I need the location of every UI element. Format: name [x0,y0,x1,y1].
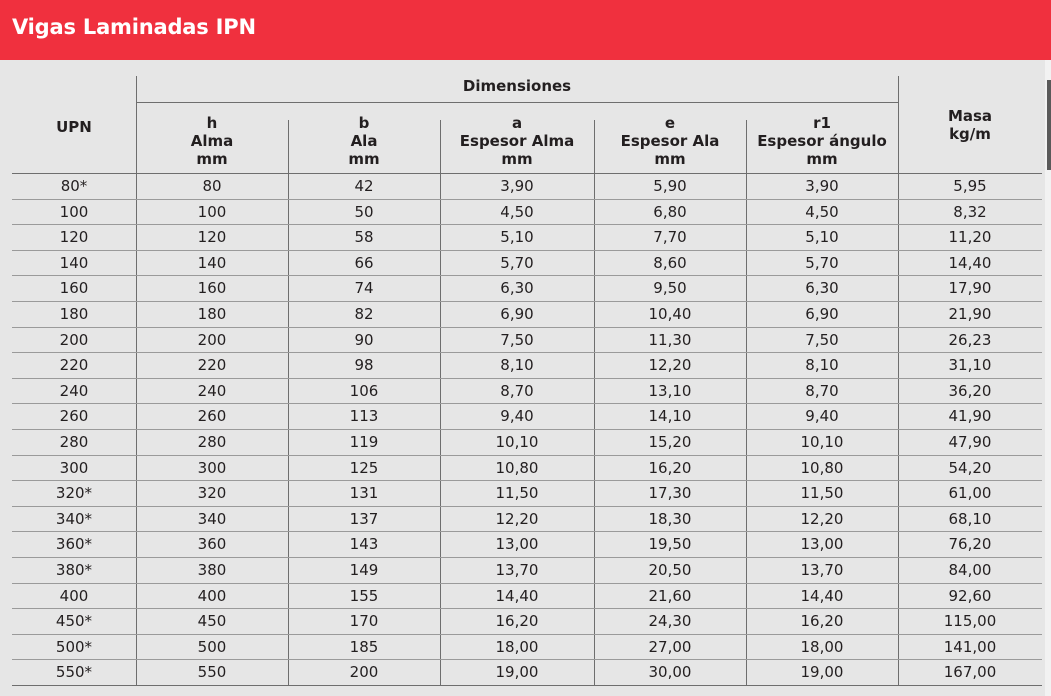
cell-a: 10,80 [495,458,539,477]
cell-a: 7,50 [500,330,534,349]
cell-a: 5,70 [500,253,534,272]
cell-e: 30,00 [648,663,692,682]
cell-masa: 36,20 [948,381,992,400]
cell-upn: 360* [55,535,93,554]
table-row [12,379,1042,405]
table-row [12,276,1042,302]
cell-e: 7,70 [653,228,687,247]
header-e-name: Espesor Ala [620,132,720,150]
cell-masa: 26,23 [948,330,992,349]
cell-r1: 7,50 [805,330,839,349]
cell-a: 8,10 [500,356,534,375]
header-dimensiones-label: Dimensiones [462,77,572,95]
table-row [12,200,1042,226]
cell-a: 16,20 [495,612,539,631]
cell-h: 180 [197,304,227,323]
cell-h: 450 [197,612,227,631]
cell-upn: 550* [55,663,93,682]
cell-h: 500 [197,637,227,656]
table-row [12,635,1042,661]
cell-upn: 220 [59,356,89,375]
cell-h: 100 [197,202,227,221]
cell-b: 82 [354,304,374,323]
cell-h: 260 [197,407,227,426]
header-b-name: Ala [350,132,378,150]
cell-a: 10,10 [495,432,539,451]
cell-h: 340 [197,509,227,528]
table-row [12,251,1042,277]
header-a-unit: mm [501,150,533,168]
cell-masa: 76,20 [948,535,992,554]
cell-h: 200 [197,330,227,349]
header-a [440,114,594,168]
table-row [12,481,1042,507]
cell-h: 80 [202,177,222,195]
dimensiones-underline [136,102,898,103]
cell-masa: 141,00 [943,637,997,656]
cell-a: 3,90 [500,177,534,195]
cell-b: 74 [354,279,374,298]
cell-b: 106 [349,381,379,400]
cell-b: 200 [349,663,379,682]
cell-upn: 120 [59,228,89,247]
cell-b: 143 [349,535,379,554]
cell-r1: 6,30 [805,279,839,298]
cell-upn: 180 [59,304,89,323]
cell-a: 9,40 [500,407,534,426]
cell-e: 19,50 [648,535,692,554]
cell-r1: 13,00 [800,535,844,554]
cell-a: 12,20 [495,509,539,528]
cell-e: 27,00 [648,637,692,656]
header-b-unit: mm [348,150,380,168]
header-r1-symbol: r1 [813,114,831,132]
cell-upn: 320* [55,484,93,503]
table-row [12,609,1042,635]
header-masa-unit: kg/m [949,125,991,143]
cell-r1: 11,50 [800,484,844,503]
page-title: Vigas Laminadas IPN [12,15,256,39]
cell-b: 185 [349,637,379,656]
cell-a: 6,90 [500,304,534,323]
header-r1 [746,114,898,168]
cell-r1: 19,00 [800,663,844,682]
table-row [12,430,1042,456]
cell-upn: 160 [59,279,89,298]
header-h-unit: mm [196,150,228,168]
cell-masa: 115,00 [943,612,997,631]
table-row [12,328,1042,354]
cell-h: 280 [197,432,227,451]
cell-e: 11,30 [648,330,692,349]
cell-h: 160 [197,279,227,298]
cell-masa: 5,95 [953,177,987,195]
header-masa-name: Masa [947,107,993,125]
cell-masa: 61,00 [948,484,992,503]
cell-upn: 400 [59,586,89,605]
table-row [12,456,1042,482]
cell-upn: 380* [55,560,93,579]
cell-masa: 14,40 [948,253,992,272]
cell-h: 300 [197,458,227,477]
cell-h: 320 [197,484,227,503]
table-row [12,532,1042,558]
cell-r1: 12,20 [800,509,844,528]
scrollbar[interactable] [1045,60,1051,696]
cell-b: 125 [349,458,379,477]
cell-e: 24,30 [648,612,692,631]
header-upn [12,118,136,136]
cell-r1: 6,90 [805,304,839,323]
cell-masa: 68,10 [948,509,992,528]
cell-e: 16,20 [648,458,692,477]
cell-e: 6,80 [653,202,687,221]
cell-a: 11,50 [495,484,539,503]
cell-h: 220 [197,356,227,375]
header-e-unit: mm [654,150,686,168]
cell-r1: 5,10 [805,228,839,247]
cell-upn: 200 [59,330,89,349]
cell-masa: 54,20 [948,458,992,477]
cell-r1: 10,10 [800,432,844,451]
cell-upn: 450* [55,612,93,631]
header-r1-unit: mm [806,150,838,168]
cell-b: 98 [354,356,374,375]
cell-r1: 9,40 [805,407,839,426]
header-upn-label: UPN [56,118,92,136]
header-b [288,114,440,168]
cell-b: 50 [354,202,374,221]
table-row [12,660,1042,686]
table-row [12,302,1042,328]
header-e-symbol: e [664,114,676,132]
cell-r1: 4,50 [805,202,839,221]
header-b-symbol: b [358,114,370,132]
cell-a: 8,70 [500,381,534,400]
cell-a: 18,00 [495,637,539,656]
header-masa [898,107,1042,143]
cell-h: 240 [197,381,227,400]
table-body [12,174,1042,686]
header-a-symbol: a [511,114,523,132]
cell-a: 19,00 [495,663,539,682]
cell-b: 170 [349,612,379,631]
cell-e: 20,50 [648,560,692,579]
cell-e: 8,60 [653,253,687,272]
cell-masa: 84,00 [948,560,992,579]
cell-b: 149 [349,560,379,579]
table-row [12,404,1042,430]
table-row [12,507,1042,533]
cell-e: 5,90 [653,177,687,195]
cell-r1: 8,70 [805,381,839,400]
cell-b: 58 [354,228,374,247]
cell-b: 66 [354,253,374,272]
cell-r1: 3,90 [805,177,839,195]
title-bar [0,0,1051,60]
cell-upn: 300 [59,458,89,477]
cell-r1: 14,40 [800,586,844,605]
cell-upn: 260 [59,407,89,426]
cell-b: 137 [349,509,379,528]
cell-e: 21,60 [648,586,692,605]
cell-h: 360 [197,535,227,554]
table-row [12,174,1042,200]
cell-e: 13,10 [648,381,692,400]
cell-b: 42 [354,177,374,195]
table-row [12,584,1042,610]
cell-upn: 280 [59,432,89,451]
cell-h: 380 [197,560,227,579]
cell-masa: 8,32 [953,202,987,221]
cell-masa: 17,90 [948,279,992,298]
cell-e: 17,30 [648,484,692,503]
cell-h: 120 [197,228,227,247]
cell-e: 12,20 [648,356,692,375]
header-r1-name: Espesor ángulo [757,132,887,150]
cell-upn: 140 [59,253,89,272]
cell-e: 18,30 [648,509,692,528]
cell-b: 113 [349,407,379,426]
cell-b: 131 [349,484,379,503]
cell-a: 4,50 [500,202,534,221]
cell-a: 14,40 [495,586,539,605]
header-h [136,114,288,168]
cell-h: 550 [197,663,227,682]
table-row [12,558,1042,584]
cell-masa: 92,60 [948,586,992,605]
cell-masa: 11,20 [948,228,992,247]
header-h-name: Alma [190,132,234,150]
cell-b: 119 [349,432,379,451]
cell-a: 13,70 [495,560,539,579]
cell-b: 90 [354,330,374,349]
cell-masa: 41,90 [948,407,992,426]
cell-r1: 8,10 [805,356,839,375]
cell-r1: 5,70 [805,253,839,272]
cell-h: 140 [197,253,227,272]
cell-r1: 10,80 [800,458,844,477]
cell-e: 10,40 [648,304,692,323]
cell-a: 6,30 [500,279,534,298]
cell-r1: 16,20 [800,612,844,631]
cell-masa: 47,90 [948,432,992,451]
cell-masa: 31,10 [948,356,992,375]
cell-b: 155 [349,586,379,605]
cell-upn: 500* [55,637,93,656]
cell-e: 14,10 [648,407,692,426]
cell-masa: 167,00 [943,663,997,682]
table-row [12,225,1042,251]
cell-upn: 240 [59,381,89,400]
table-row [12,353,1042,379]
header-e [594,114,746,168]
cell-masa: 21,90 [948,304,992,323]
header-h-symbol: h [206,114,218,132]
cell-e: 15,20 [648,432,692,451]
cell-r1: 13,70 [800,560,844,579]
cell-e: 9,50 [653,279,687,298]
cell-upn: 80* [60,177,88,195]
header-a-name: Espesor Alma [459,132,575,150]
cell-upn: 340* [55,509,93,528]
cell-r1: 18,00 [800,637,844,656]
cell-h: 400 [197,586,227,605]
cell-a: 13,00 [495,535,539,554]
cell-a: 5,10 [500,228,534,247]
cell-upn: 100 [59,202,89,221]
header-dimensiones [136,77,898,95]
